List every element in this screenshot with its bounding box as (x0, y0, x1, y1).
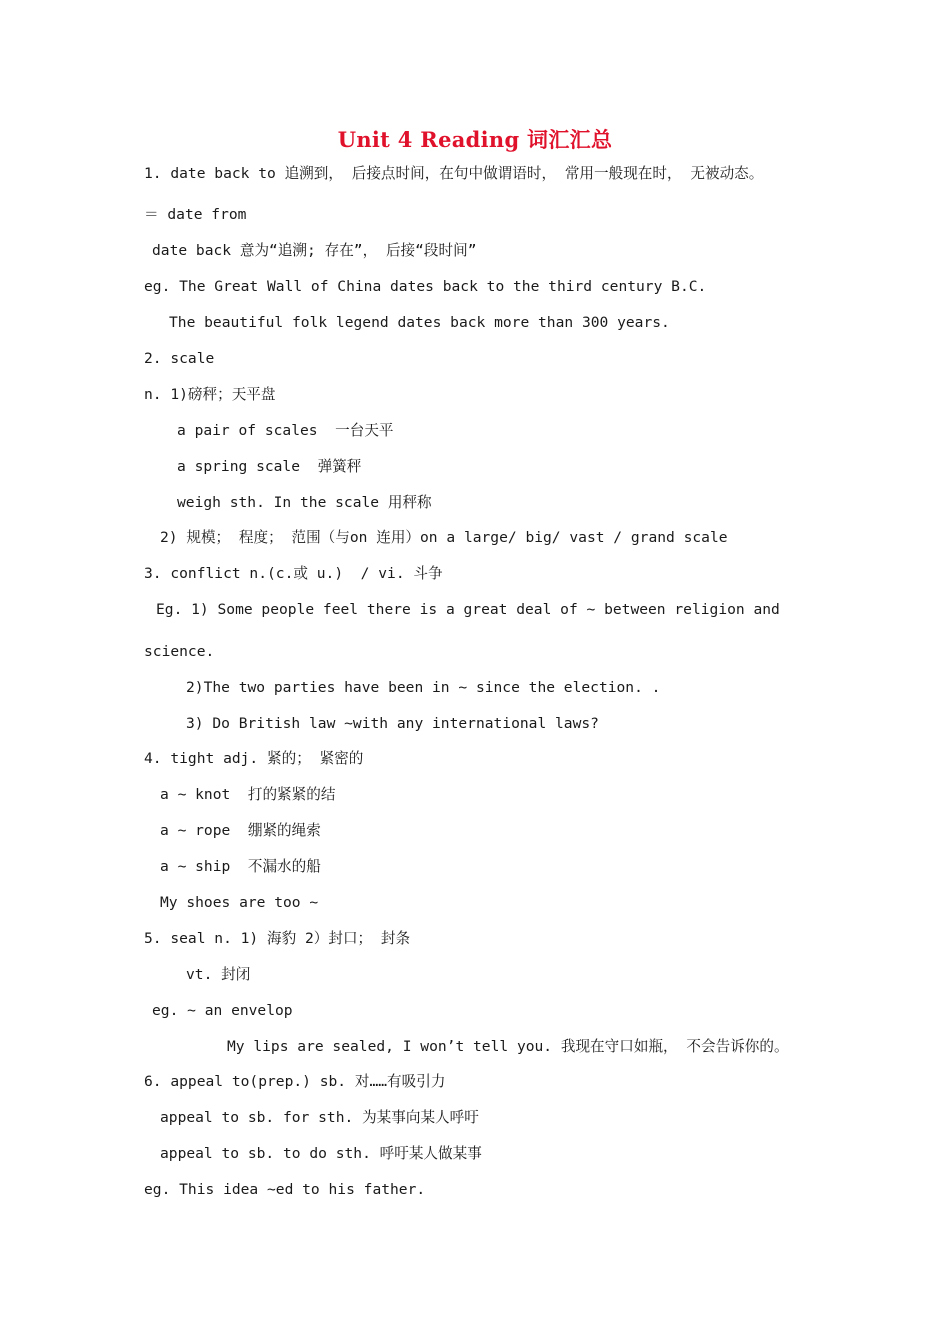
line-british-law: 3) Do British law ~with any international laws? (186, 715, 599, 732)
line-4-tight: 4. tight adj. 紧的； 紧密的 (144, 750, 364, 767)
document-title: Unit 4 Reading 词汇汇总 (337, 127, 613, 152)
line-5-seal: 5. seal n. 1) 海豹 2）封口； 封条 (144, 930, 411, 947)
line-2-scale: 2. scale (144, 350, 215, 367)
line-appeal-for-sth: appeal to sb. for sth. 为某事向某人呼吁 (160, 1109, 479, 1126)
line-tight-ship: a ~ ship 不漏水的船 (160, 858, 321, 875)
line-seal-verb: vt. 封闭 (186, 966, 251, 983)
line-shoes-too-tight: My shoes are too ~ (160, 894, 319, 911)
line-spring-scale: a spring scale 弹簧秤 (177, 458, 362, 475)
line-scale-noun-1: n. 1)磅秤；天平盘 (144, 386, 276, 403)
line-science: science. (144, 643, 215, 660)
line-scale-noun-2: 2) 规模； 程度； 范围（与on 连用）on a large/ big/ vast / grand scale (160, 529, 728, 546)
line-appeal-to-do: appeal to sb. to do sth. 呼吁某人做某事 (160, 1145, 482, 1162)
line-pair-of-scales: a pair of scales 一台天平 (177, 422, 394, 439)
line-eg-great-wall: eg. The Great Wall of China dates back to the third century B.C. (144, 278, 707, 295)
line-tight-rope: a ~ rope 绷紧的绳索 (160, 822, 321, 839)
line-3-conflict: 3. conflict n.(c.或 u.) / vi. 斗争 (144, 565, 443, 582)
line-eg-envelop: eg. ~ an envelop (152, 1002, 293, 1019)
line-two-parties: 2)The two parties have been in ~ since the election. . (186, 679, 661, 696)
line-eg-religion-science: Eg. 1) Some people feel there is a great deal of ~ between religion and (156, 601, 780, 618)
line-lips-sealed: My lips are sealed, I won’t tell you. 我现在守口如瓶， 不会告诉你的。 (227, 1038, 789, 1055)
line-tight-knot: a ~ knot 打的紧紧的结 (160, 786, 336, 803)
line-eg-folk-legend: The beautiful folk legend dates back more than 300 years. (169, 314, 670, 331)
line-1-date-back-to: 1. date back to 追溯到， 后接点时间，在句中做谓语时， 常用一般现在时， 无被动态。 (144, 165, 764, 182)
line-date-from: ＝ date from (144, 206, 247, 223)
line-6-appeal-to: 6. appeal to(prep.) sb. 对……有吸引力 (144, 1073, 446, 1090)
line-date-back-meaning: date back 意为“追溯; 存在”， 后接“段时间” (152, 242, 477, 259)
line-eg-idea-appealed: eg. This idea ~ed to his father. (144, 1181, 426, 1198)
line-weigh-sth: weigh sth. In the scale 用秤称 (177, 494, 432, 511)
